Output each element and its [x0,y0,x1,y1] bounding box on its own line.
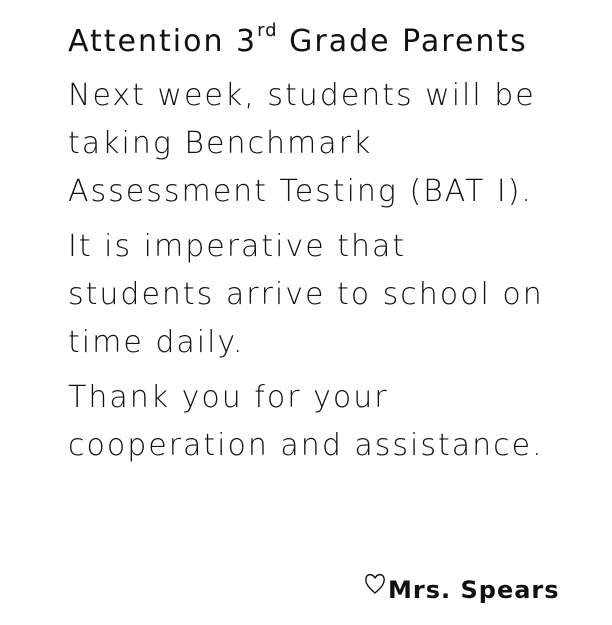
notice-line: It is imperative that [68,229,407,264]
notice-title-prefix: Attention 3 [68,24,258,59]
notice-title [68,18,588,66]
notice-paragraph-attendance [68,223,588,367]
signature-name: Mrs. Spears [388,576,560,604]
notice-line: Thank you for your [68,380,389,415]
notice-title-suffix: Grade Parents [277,24,528,59]
notice-line: cooperation and assistance. [68,428,544,463]
signature [364,578,560,602]
notice-line: taking Benchmark [68,126,373,161]
notice-title-ordinal: rd [257,20,278,41]
heart-icon [364,572,386,596]
notice [68,18,588,477]
notice-paragraph-testing [68,72,588,216]
notice-line: time daily. [68,325,245,360]
notice-line: Next week, students will be [68,78,536,113]
notice-line: students arrive to school on [68,277,544,312]
notice-paragraph-thanks [68,374,588,470]
notice-line: Assessment Testing (BAT I). [68,174,533,209]
